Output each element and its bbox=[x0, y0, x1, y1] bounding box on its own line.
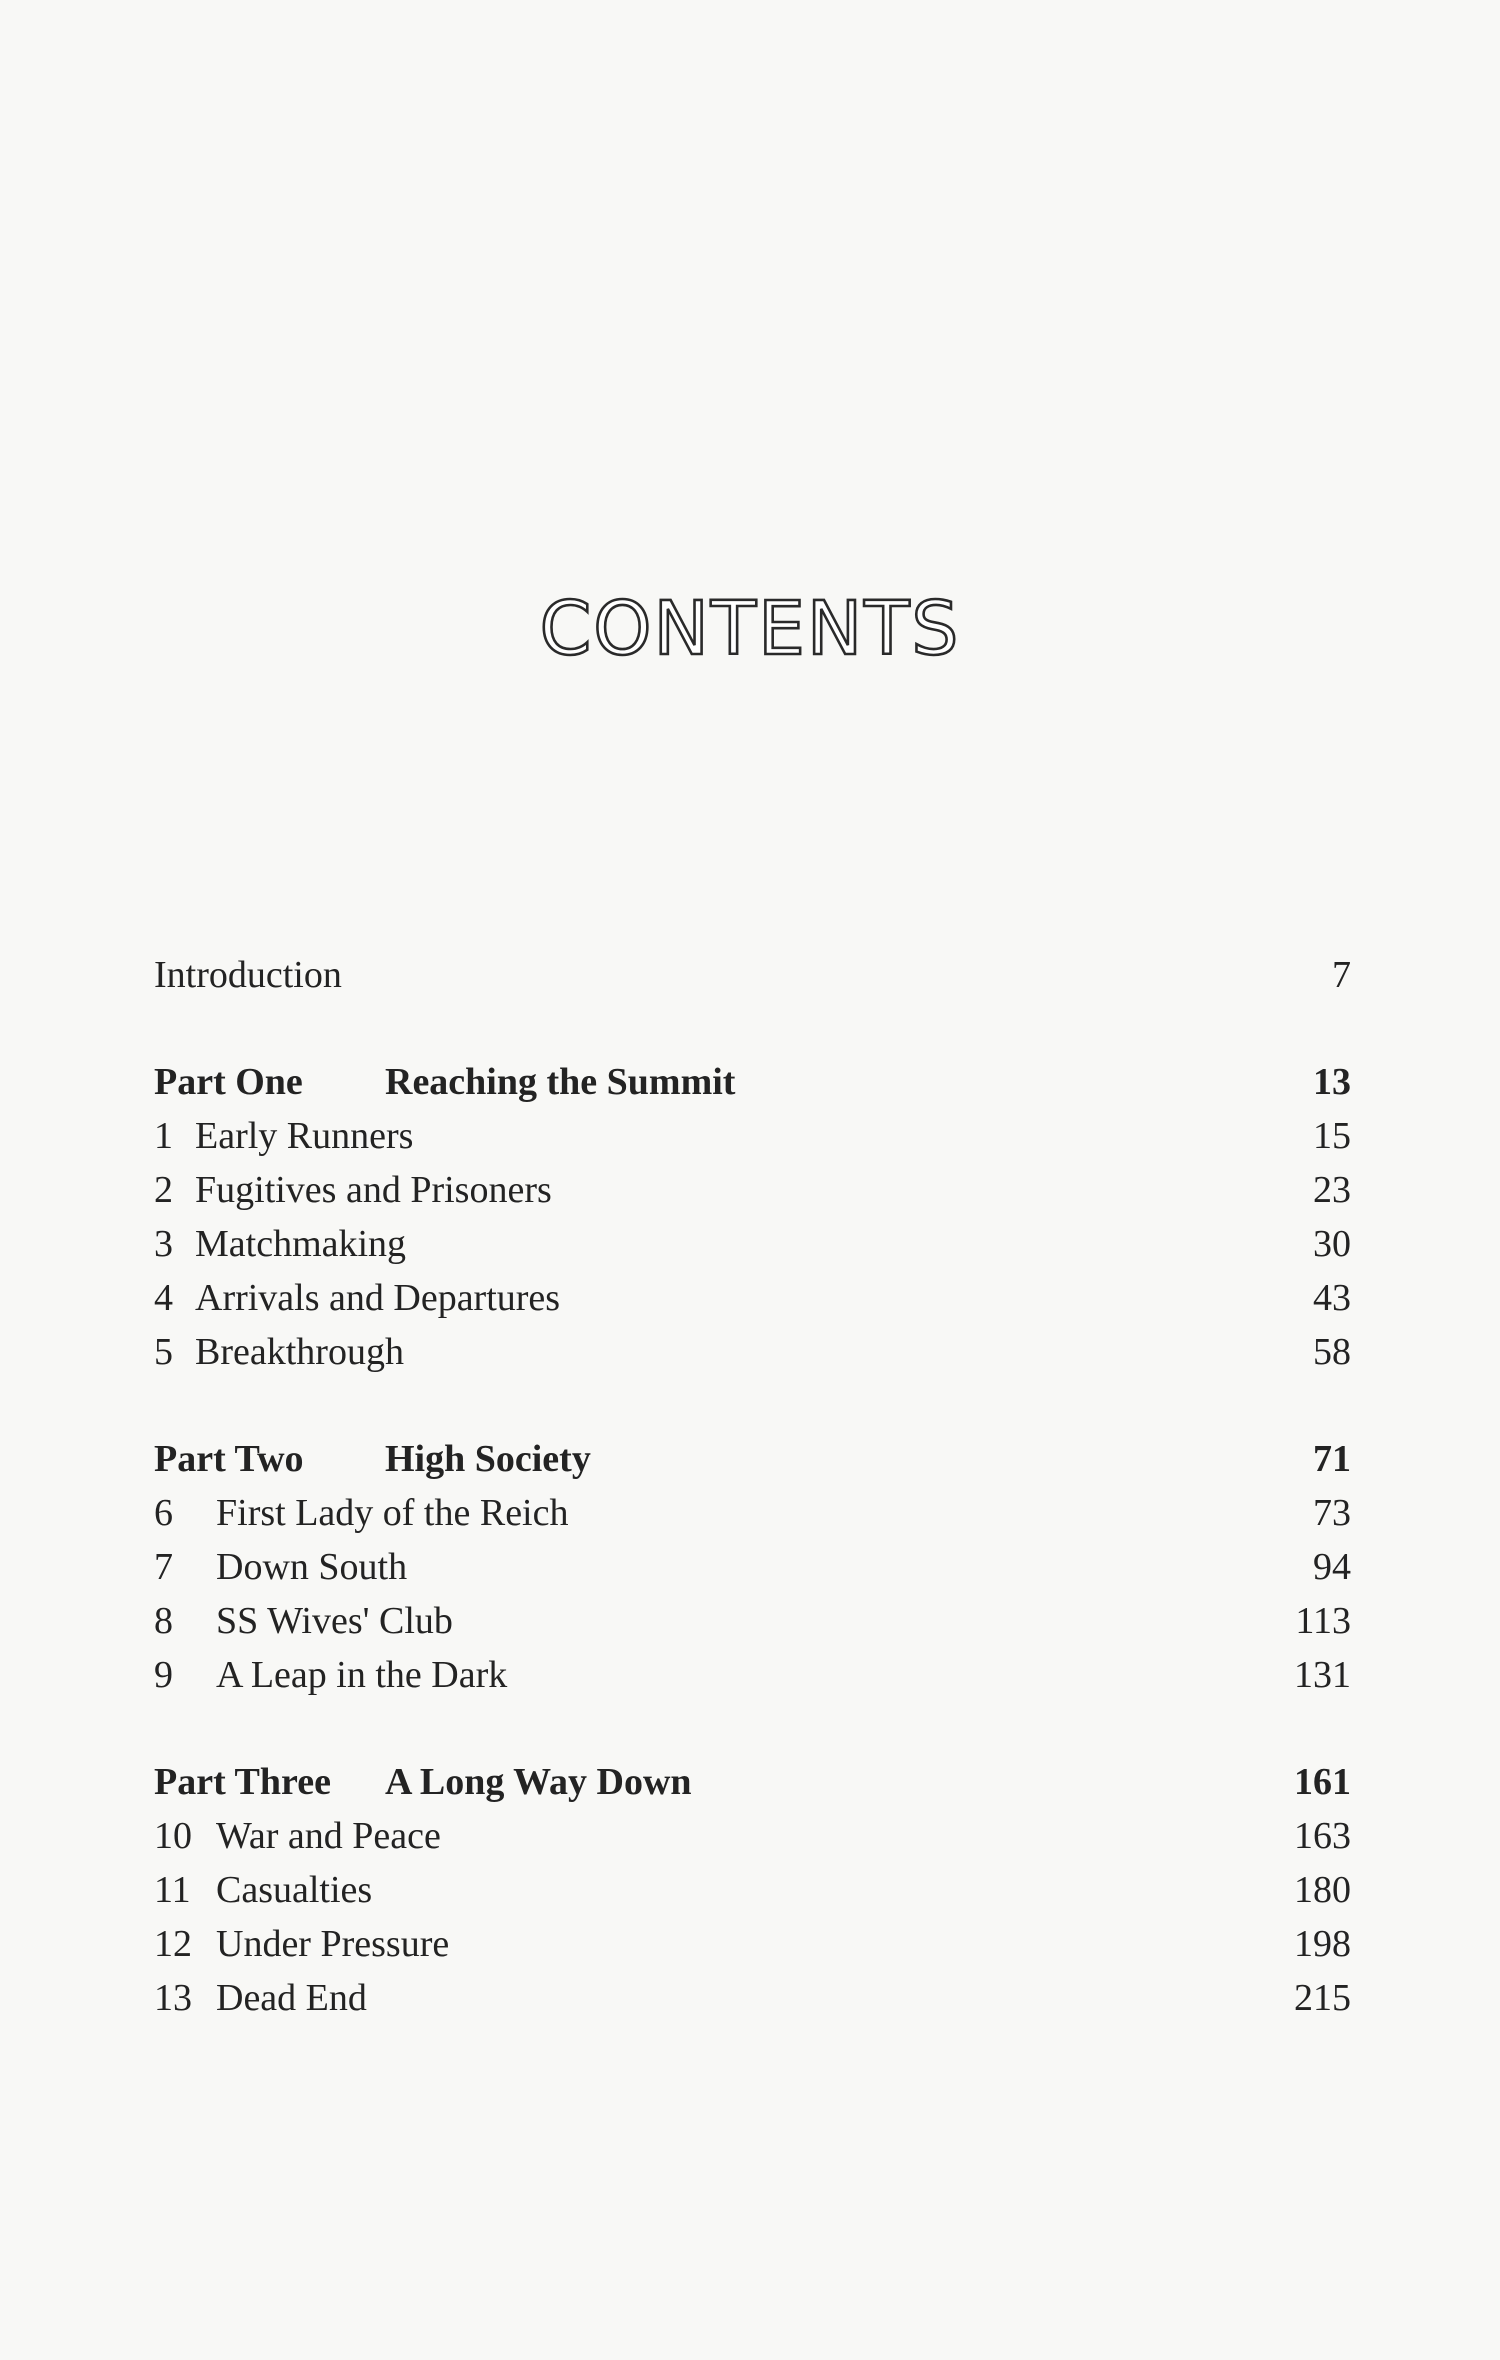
toc-chapter-entry bbox=[154, 1486, 1351, 1540]
chapter-number: 9 bbox=[154, 1654, 173, 1696]
toc-entry-page: 7 bbox=[1332, 954, 1351, 996]
chapter-page: 58 bbox=[1313, 1331, 1351, 1373]
toc-chapter-entry bbox=[154, 1540, 1351, 1594]
toc-part-heading bbox=[154, 1755, 1351, 1809]
chapter-page: 131 bbox=[1294, 1654, 1351, 1696]
chapter-title: A Leap in the Dark bbox=[216, 1654, 508, 1696]
part-title: A Long Way Down bbox=[385, 1761, 692, 1803]
toc-chapter-entry bbox=[154, 1217, 1351, 1271]
chapter-title: First Lady of the Reich bbox=[216, 1492, 569, 1534]
chapter-page: 180 bbox=[1294, 1869, 1351, 1911]
chapter-page: 215 bbox=[1294, 1977, 1351, 2019]
chapter-page: 15 bbox=[1313, 1115, 1351, 1157]
chapter-title: Fugitives and Prisoners bbox=[195, 1169, 552, 1211]
toc-chapter-entry bbox=[154, 1809, 1351, 1863]
chapter-title: Under Pressure bbox=[216, 1923, 450, 1965]
chapter-page: 23 bbox=[1313, 1169, 1351, 1211]
chapter-number: 8 bbox=[154, 1600, 173, 1642]
chapter-number: 12 bbox=[154, 1923, 192, 1965]
chapter-number: 3 bbox=[154, 1223, 173, 1265]
toc-entry-title: Introduction bbox=[154, 954, 342, 996]
chapter-page: 198 bbox=[1294, 1923, 1351, 1965]
chapter-number: 5 bbox=[154, 1331, 173, 1373]
chapter-number: 1 bbox=[154, 1115, 173, 1157]
toc-chapter-entry bbox=[154, 1163, 1351, 1217]
part-page: 71 bbox=[1313, 1438, 1351, 1480]
chapter-title: Matchmaking bbox=[195, 1223, 407, 1265]
chapter-title: SS Wives' Club bbox=[216, 1600, 453, 1642]
part-label: Part Three bbox=[154, 1761, 331, 1803]
part-page: 13 bbox=[1313, 1061, 1351, 1103]
part-page: 161 bbox=[1294, 1761, 1351, 1803]
part-label: Part One bbox=[154, 1061, 303, 1103]
toc-part-heading bbox=[154, 1055, 1351, 1109]
chapter-title: Dead End bbox=[216, 1977, 367, 2019]
chapter-title: Early Runners bbox=[195, 1115, 414, 1157]
chapter-title: Casualties bbox=[216, 1869, 373, 1911]
toc-chapter-entry bbox=[154, 1109, 1351, 1163]
chapter-page: 163 bbox=[1294, 1815, 1351, 1857]
chapter-number: 13 bbox=[154, 1977, 192, 2019]
chapter-title: Arrivals and Departures bbox=[195, 1277, 561, 1319]
page-title: CONTENTS bbox=[539, 586, 961, 672]
toc-chapter-entry bbox=[154, 1594, 1351, 1648]
part-title: High Society bbox=[385, 1438, 591, 1480]
chapter-page: 43 bbox=[1313, 1277, 1351, 1319]
toc-chapter-entry bbox=[154, 1271, 1351, 1325]
chapter-number: 4 bbox=[154, 1277, 173, 1319]
chapter-title: Down South bbox=[216, 1546, 408, 1588]
chapter-number: 7 bbox=[154, 1546, 173, 1588]
toc-chapter-entry bbox=[154, 1648, 1351, 1702]
part-title: Reaching the Summit bbox=[385, 1061, 736, 1103]
chapter-page: 113 bbox=[1295, 1600, 1351, 1642]
toc-chapter-entry bbox=[154, 1971, 1351, 2025]
chapter-number: 10 bbox=[154, 1815, 192, 1857]
toc-part-heading bbox=[154, 1432, 1351, 1486]
chapter-title: Breakthrough bbox=[195, 1331, 404, 1373]
chapter-page: 30 bbox=[1313, 1223, 1351, 1265]
toc-entry-introduction bbox=[154, 948, 1351, 1002]
chapter-number: 11 bbox=[154, 1869, 191, 1911]
toc-chapter-entry bbox=[154, 1863, 1351, 1917]
part-label: Part Two bbox=[154, 1438, 304, 1480]
chapter-title: War and Peace bbox=[216, 1815, 441, 1857]
chapter-number: 2 bbox=[154, 1169, 173, 1211]
chapter-page: 73 bbox=[1313, 1492, 1351, 1534]
toc-chapter-entry bbox=[154, 1917, 1351, 1971]
chapter-page: 94 bbox=[1313, 1546, 1351, 1588]
chapter-number: 6 bbox=[154, 1492, 173, 1534]
toc-chapter-entry bbox=[154, 1325, 1351, 1379]
table-of-contents bbox=[154, 0, 1351, 2360]
